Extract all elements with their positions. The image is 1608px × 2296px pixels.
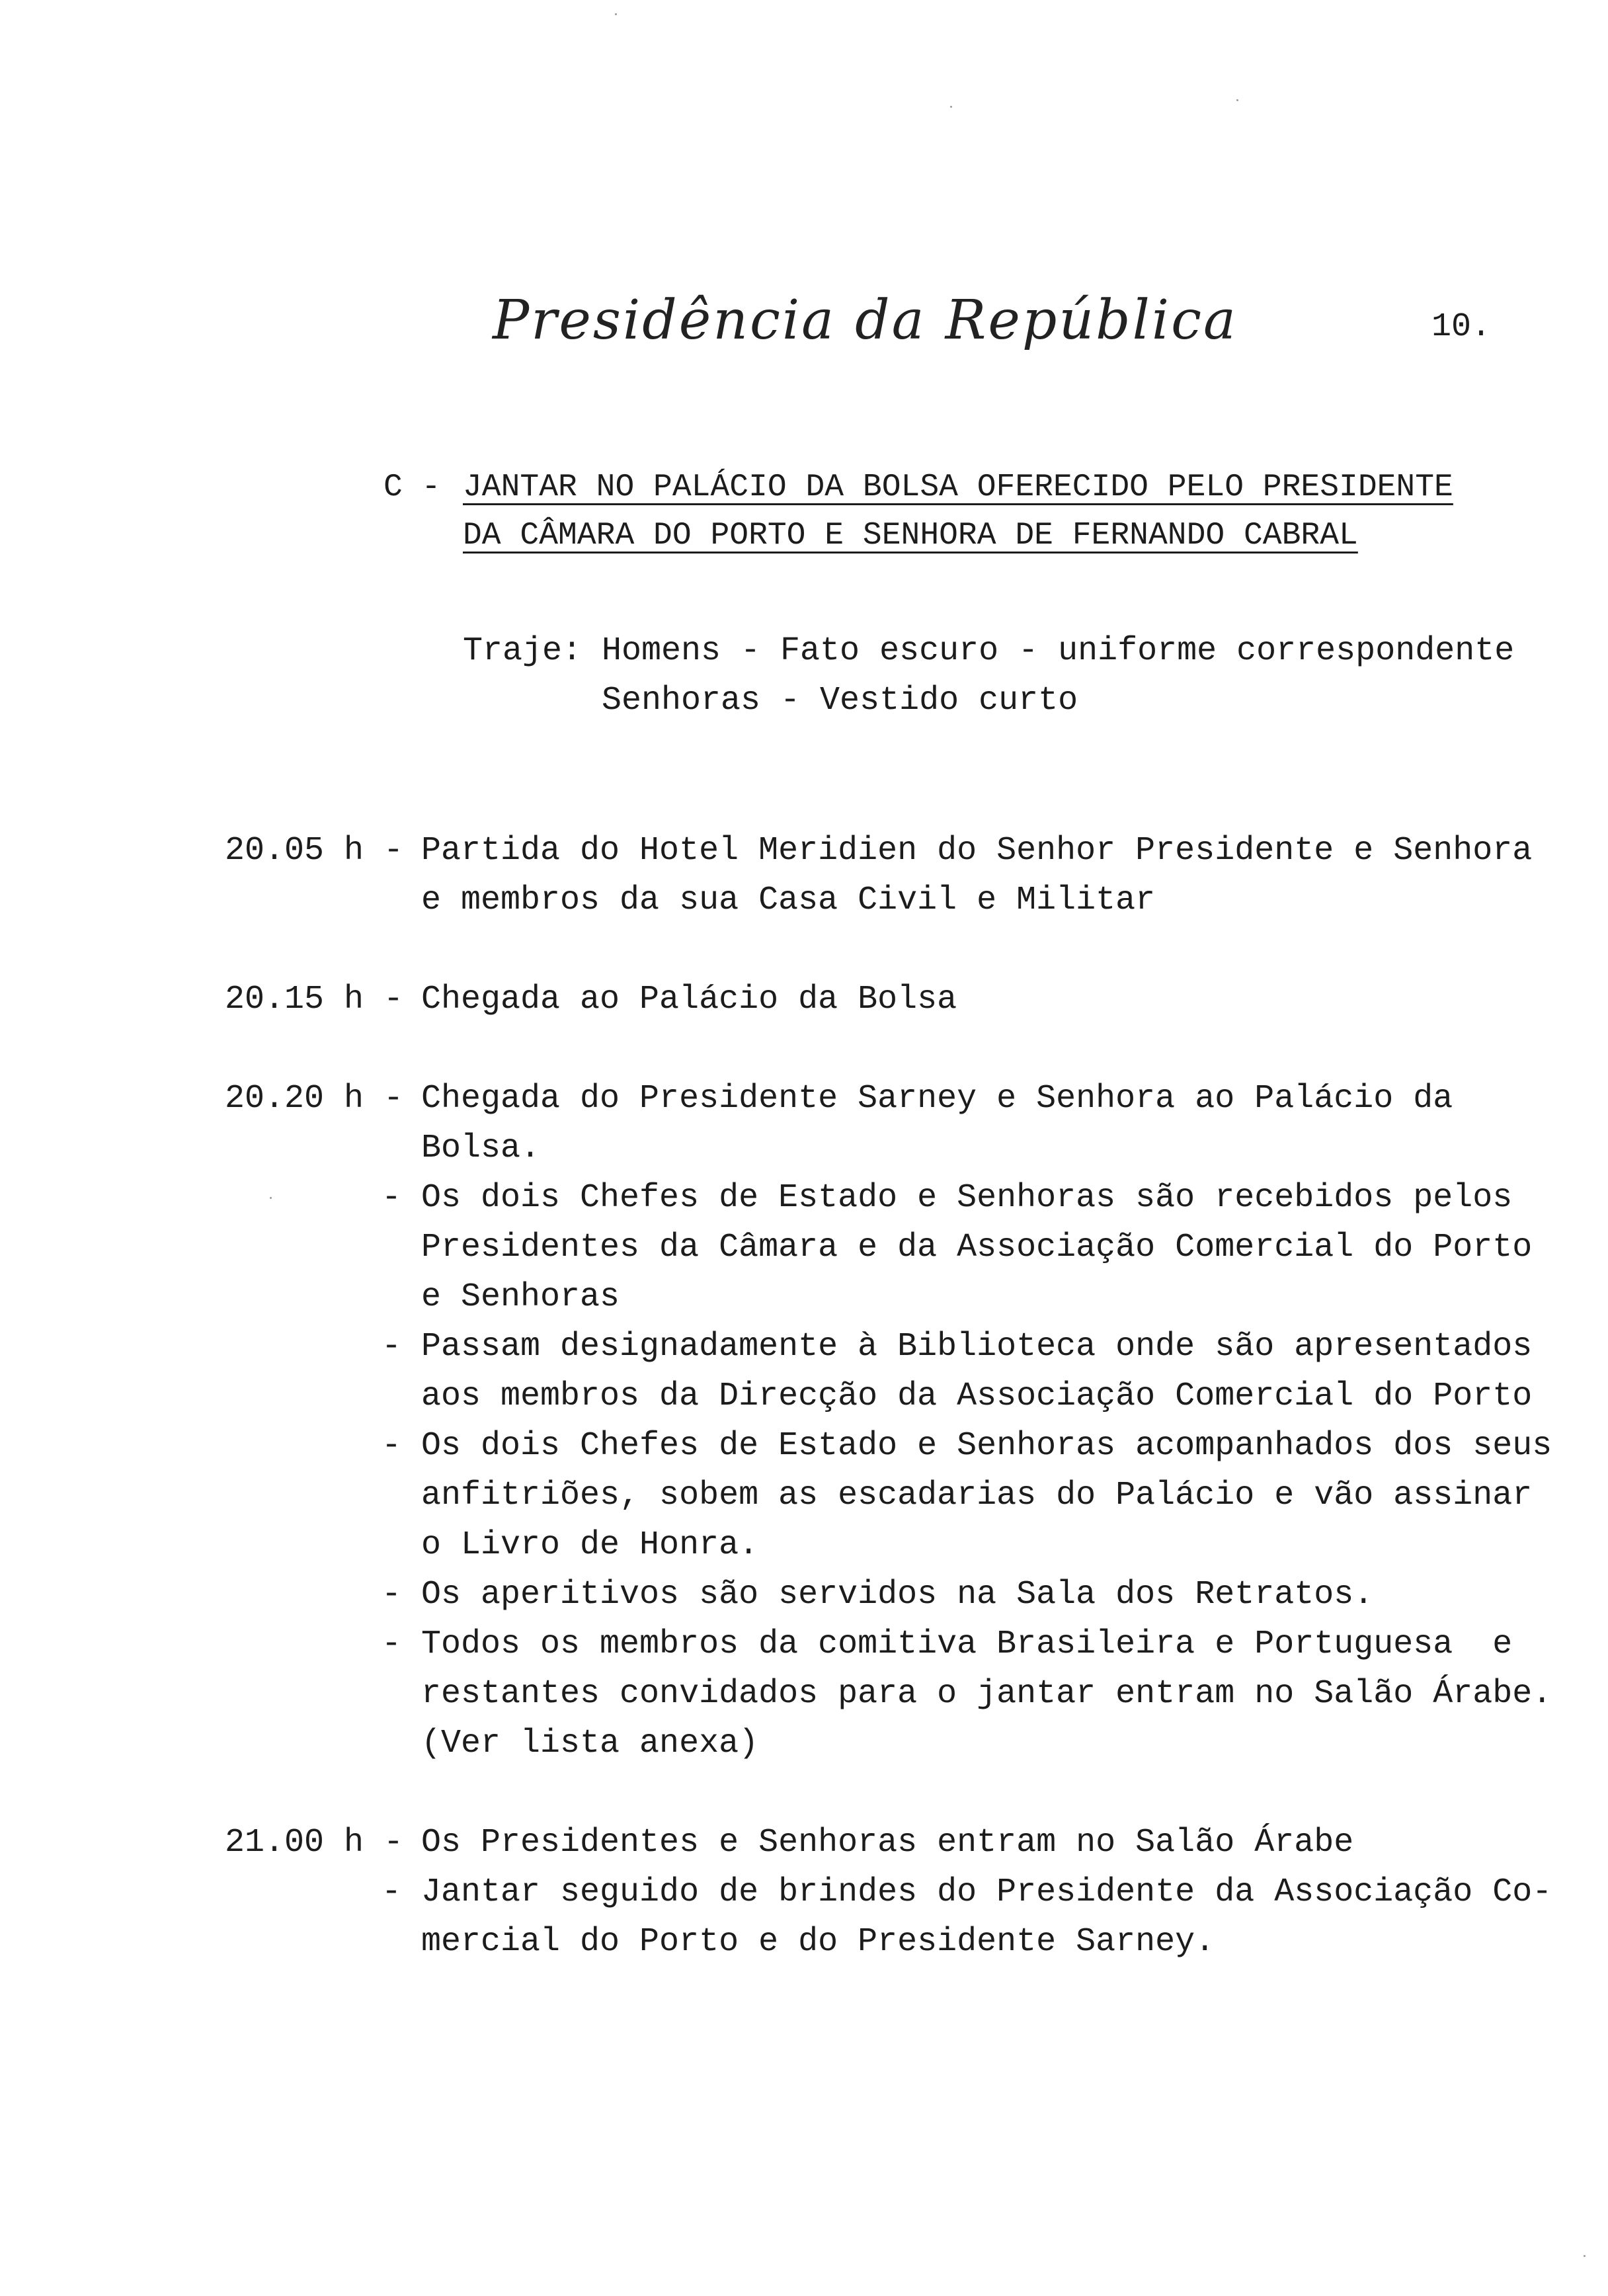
schedule-time: 20.05 h -	[225, 832, 404, 870]
page-number: 10.	[1431, 308, 1492, 346]
sub-item-line: Os dois Chefes de Estado e Senhoras acompanhados dos seus	[421, 1427, 1552, 1465]
schedule-line: Bolsa.	[421, 1129, 541, 1167]
sub-item-dash: -	[382, 1427, 402, 1465]
schedule-time: 20.15 h -	[225, 981, 404, 1018]
schedule-time: 20.20 h -	[225, 1080, 404, 1118]
dress-women: Senhoras - Vestido curto	[602, 682, 1078, 719]
sub-item-line: restantes convidados para o jantar entram no Salão Árabe.	[421, 1675, 1552, 1713]
sub-item-line: mercial do Porto e do Presidente Sarney.	[421, 1923, 1215, 1961]
scan-speck	[615, 13, 617, 15]
sub-item-line: anfitriões, sobem as escadarias do Palácio e vão assinar	[421, 1477, 1533, 1514]
sub-item-dash: -	[382, 1576, 402, 1614]
sub-item-line: (Ver lista anexa)	[421, 1725, 759, 1762]
letterhead: Presidência da República	[493, 289, 1238, 352]
schedule-line: e membros da sua Casa Civil e Militar	[421, 882, 1156, 919]
dress-men: Homens - Fato escuro - uniforme correspondente	[602, 632, 1515, 670]
sub-item-line: Jantar seguido de brindes do Presidente da Associação Co-	[421, 1873, 1552, 1911]
sub-item-line: Os aperitivos são servidos na Sala dos Retratos.	[421, 1576, 1374, 1614]
sub-item-dash: -	[382, 1625, 402, 1663]
section-title-line1: JANTAR NO PALÁCIO DA BOLSA OFERECIDO PELO PRESIDENTE	[463, 470, 1453, 505]
schedule-line: Chegada do Presidente Sarney e Senhora ao Palácio da	[421, 1080, 1453, 1118]
dress-label: Traje:	[463, 632, 583, 670]
sub-item-dash: -	[382, 1873, 402, 1911]
sub-item-line: e Senhoras	[421, 1278, 620, 1316]
sub-item-line: o Livro de Honra.	[421, 1526, 759, 1564]
sub-item-dash: -	[382, 1328, 402, 1366]
schedule-time: 21.00 h -	[225, 1824, 404, 1862]
section-title-line2: DA CÂMARA DO PORTO E SENHORA DE FERNANDO CABRAL	[463, 518, 1358, 554]
sub-item-line: Todos os membros da comitiva Brasileira e Portuguesa e	[421, 1625, 1513, 1663]
schedule-line: Chegada ao Palácio da Bolsa	[421, 981, 957, 1018]
sub-item-dash: -	[382, 1179, 402, 1217]
scan-speck	[1236, 99, 1238, 101]
sub-item-line: aos membros da Direcção da Associação Comercial do Porto	[421, 1377, 1533, 1415]
schedule-line: Partida do Hotel Meridien do Senhor Presidente e Senhora	[421, 832, 1533, 870]
scan-speck	[1584, 2255, 1586, 2257]
sub-item-line: Presidentes da Câmara e da Associação Comercial do Porto	[421, 1229, 1533, 1266]
scan-speck	[270, 1197, 272, 1199]
section-letter: C -	[383, 470, 441, 505]
sub-item-line: Os dois Chefes de Estado e Senhoras são recebidos pelos	[421, 1179, 1513, 1217]
schedule-line: Os Presidentes e Senhoras entram no Salão Árabe	[421, 1824, 1354, 1862]
scan-speck	[950, 106, 952, 108]
sub-item-line: Passam designadamente à Biblioteca onde são apresentados	[421, 1328, 1533, 1366]
